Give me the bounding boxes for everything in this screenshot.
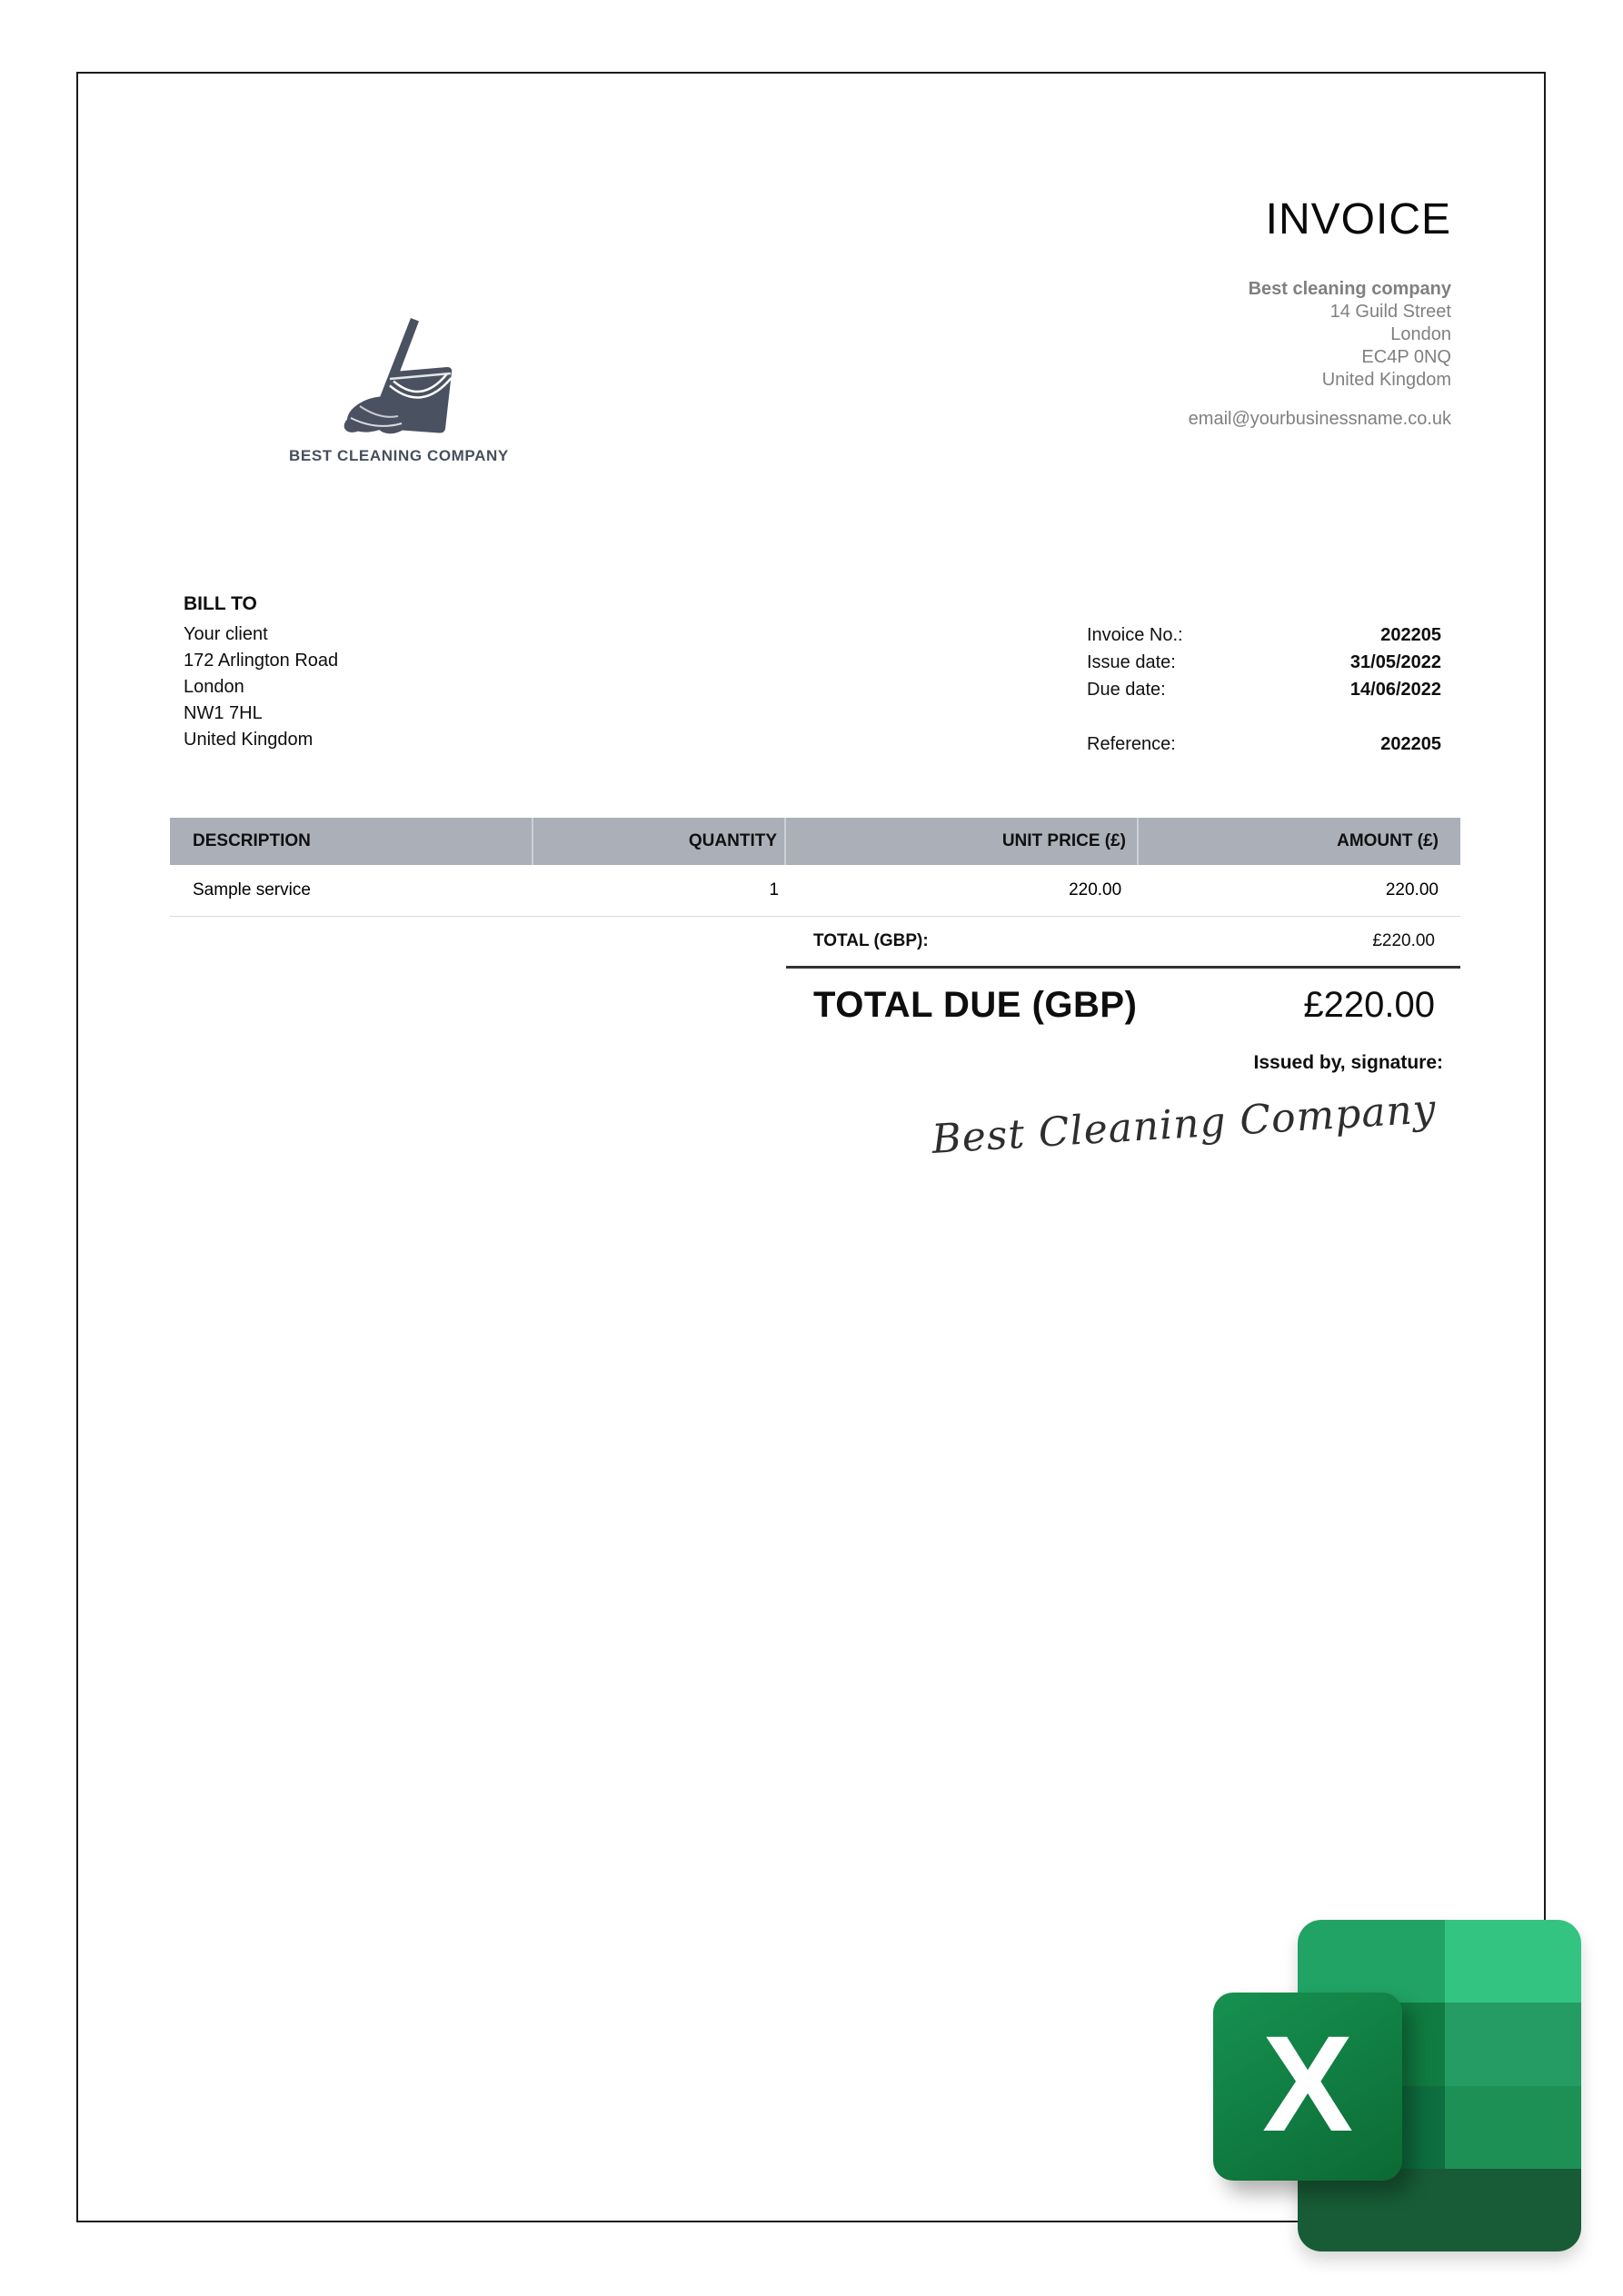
excel-logo[interactable] [1213, 1913, 1582, 2254]
bill-to-line: 172 Arlington Road [184, 651, 339, 671]
excel-x-icon [1213, 1993, 1402, 2181]
company-address-line: London [1390, 324, 1451, 344]
reference-label: Reference: [1087, 733, 1176, 754]
header-quantity: QUANTITY [533, 818, 786, 865]
excel-sheet-row [1298, 2169, 1581, 2251]
item-description: Sample service [193, 880, 311, 900]
invoice-number-row [1087, 621, 1441, 649]
bill-to-line: London [184, 677, 244, 697]
total-label: TOTAL (GBP): [813, 930, 929, 950]
issue-date-row [1087, 649, 1441, 676]
company-logo [289, 318, 507, 465]
invoice-meta [1087, 621, 1441, 758]
excel-sheet-row [1298, 1920, 1581, 2003]
invoice-title: INVOICE [1265, 195, 1451, 244]
company-email: email@yourbusinessname.co.uk [1188, 409, 1451, 429]
header-description: DESCRIPTION [170, 818, 533, 865]
invoice-number-label: Invoice No.: [1087, 624, 1183, 645]
company-address-block [1249, 278, 1451, 392]
company-logo-label: BEST CLEANING COMPANY [289, 447, 509, 464]
bill-to-line: Your client [184, 624, 268, 644]
bill-to-line: NW1 7HL [184, 703, 263, 723]
total-row [786, 916, 1460, 969]
reference-value: 202205 [1380, 733, 1441, 754]
items-table [170, 818, 1460, 917]
issued-by-heading: Issued by, signature: [1253, 1052, 1443, 1073]
invoice-number-value: 202205 [1380, 624, 1441, 645]
item-quantity: 1 [769, 880, 780, 900]
company-address-line: EC4P 0NQ [1361, 347, 1451, 367]
mop-and-bucket-icon [338, 318, 458, 438]
issue-date-value: 31/05/2022 [1349, 651, 1441, 672]
header-amount: AMOUNT (£) [1337, 831, 1439, 850]
excel-letter: X [1261, 2006, 1354, 2160]
due-date-value: 14/06/2022 [1349, 679, 1441, 700]
bill-to-line: United Kingdom [184, 730, 314, 750]
reference-row [1087, 731, 1441, 758]
table-row [170, 865, 1460, 917]
header-unit-price: UNIT PRICE (£) [786, 818, 1139, 865]
bill-to-heading: BILL TO [184, 593, 257, 614]
signature-text: Best Cleaning Company [930, 1086, 1439, 1163]
total-value: £220.00 [1372, 930, 1435, 950]
company-address-line: 14 Guild Street [1329, 302, 1451, 322]
total-due-row [786, 979, 1460, 1030]
company-name: Best cleaning company [1248, 279, 1451, 299]
total-due-value: £220.00 [1303, 984, 1435, 1025]
item-unit-price: 220.00 [1069, 880, 1122, 900]
company-address-line: United Kingdom [1321, 370, 1451, 390]
issue-date-label: Issue date: [1087, 651, 1176, 672]
items-table-header [170, 818, 1460, 865]
item-amount: 220.00 [1385, 880, 1439, 900]
due-date-row [1087, 676, 1441, 703]
due-date-label: Due date: [1087, 679, 1166, 700]
bill-to-block [184, 591, 338, 753]
total-due-label: TOTAL DUE (GBP) [813, 984, 1138, 1025]
